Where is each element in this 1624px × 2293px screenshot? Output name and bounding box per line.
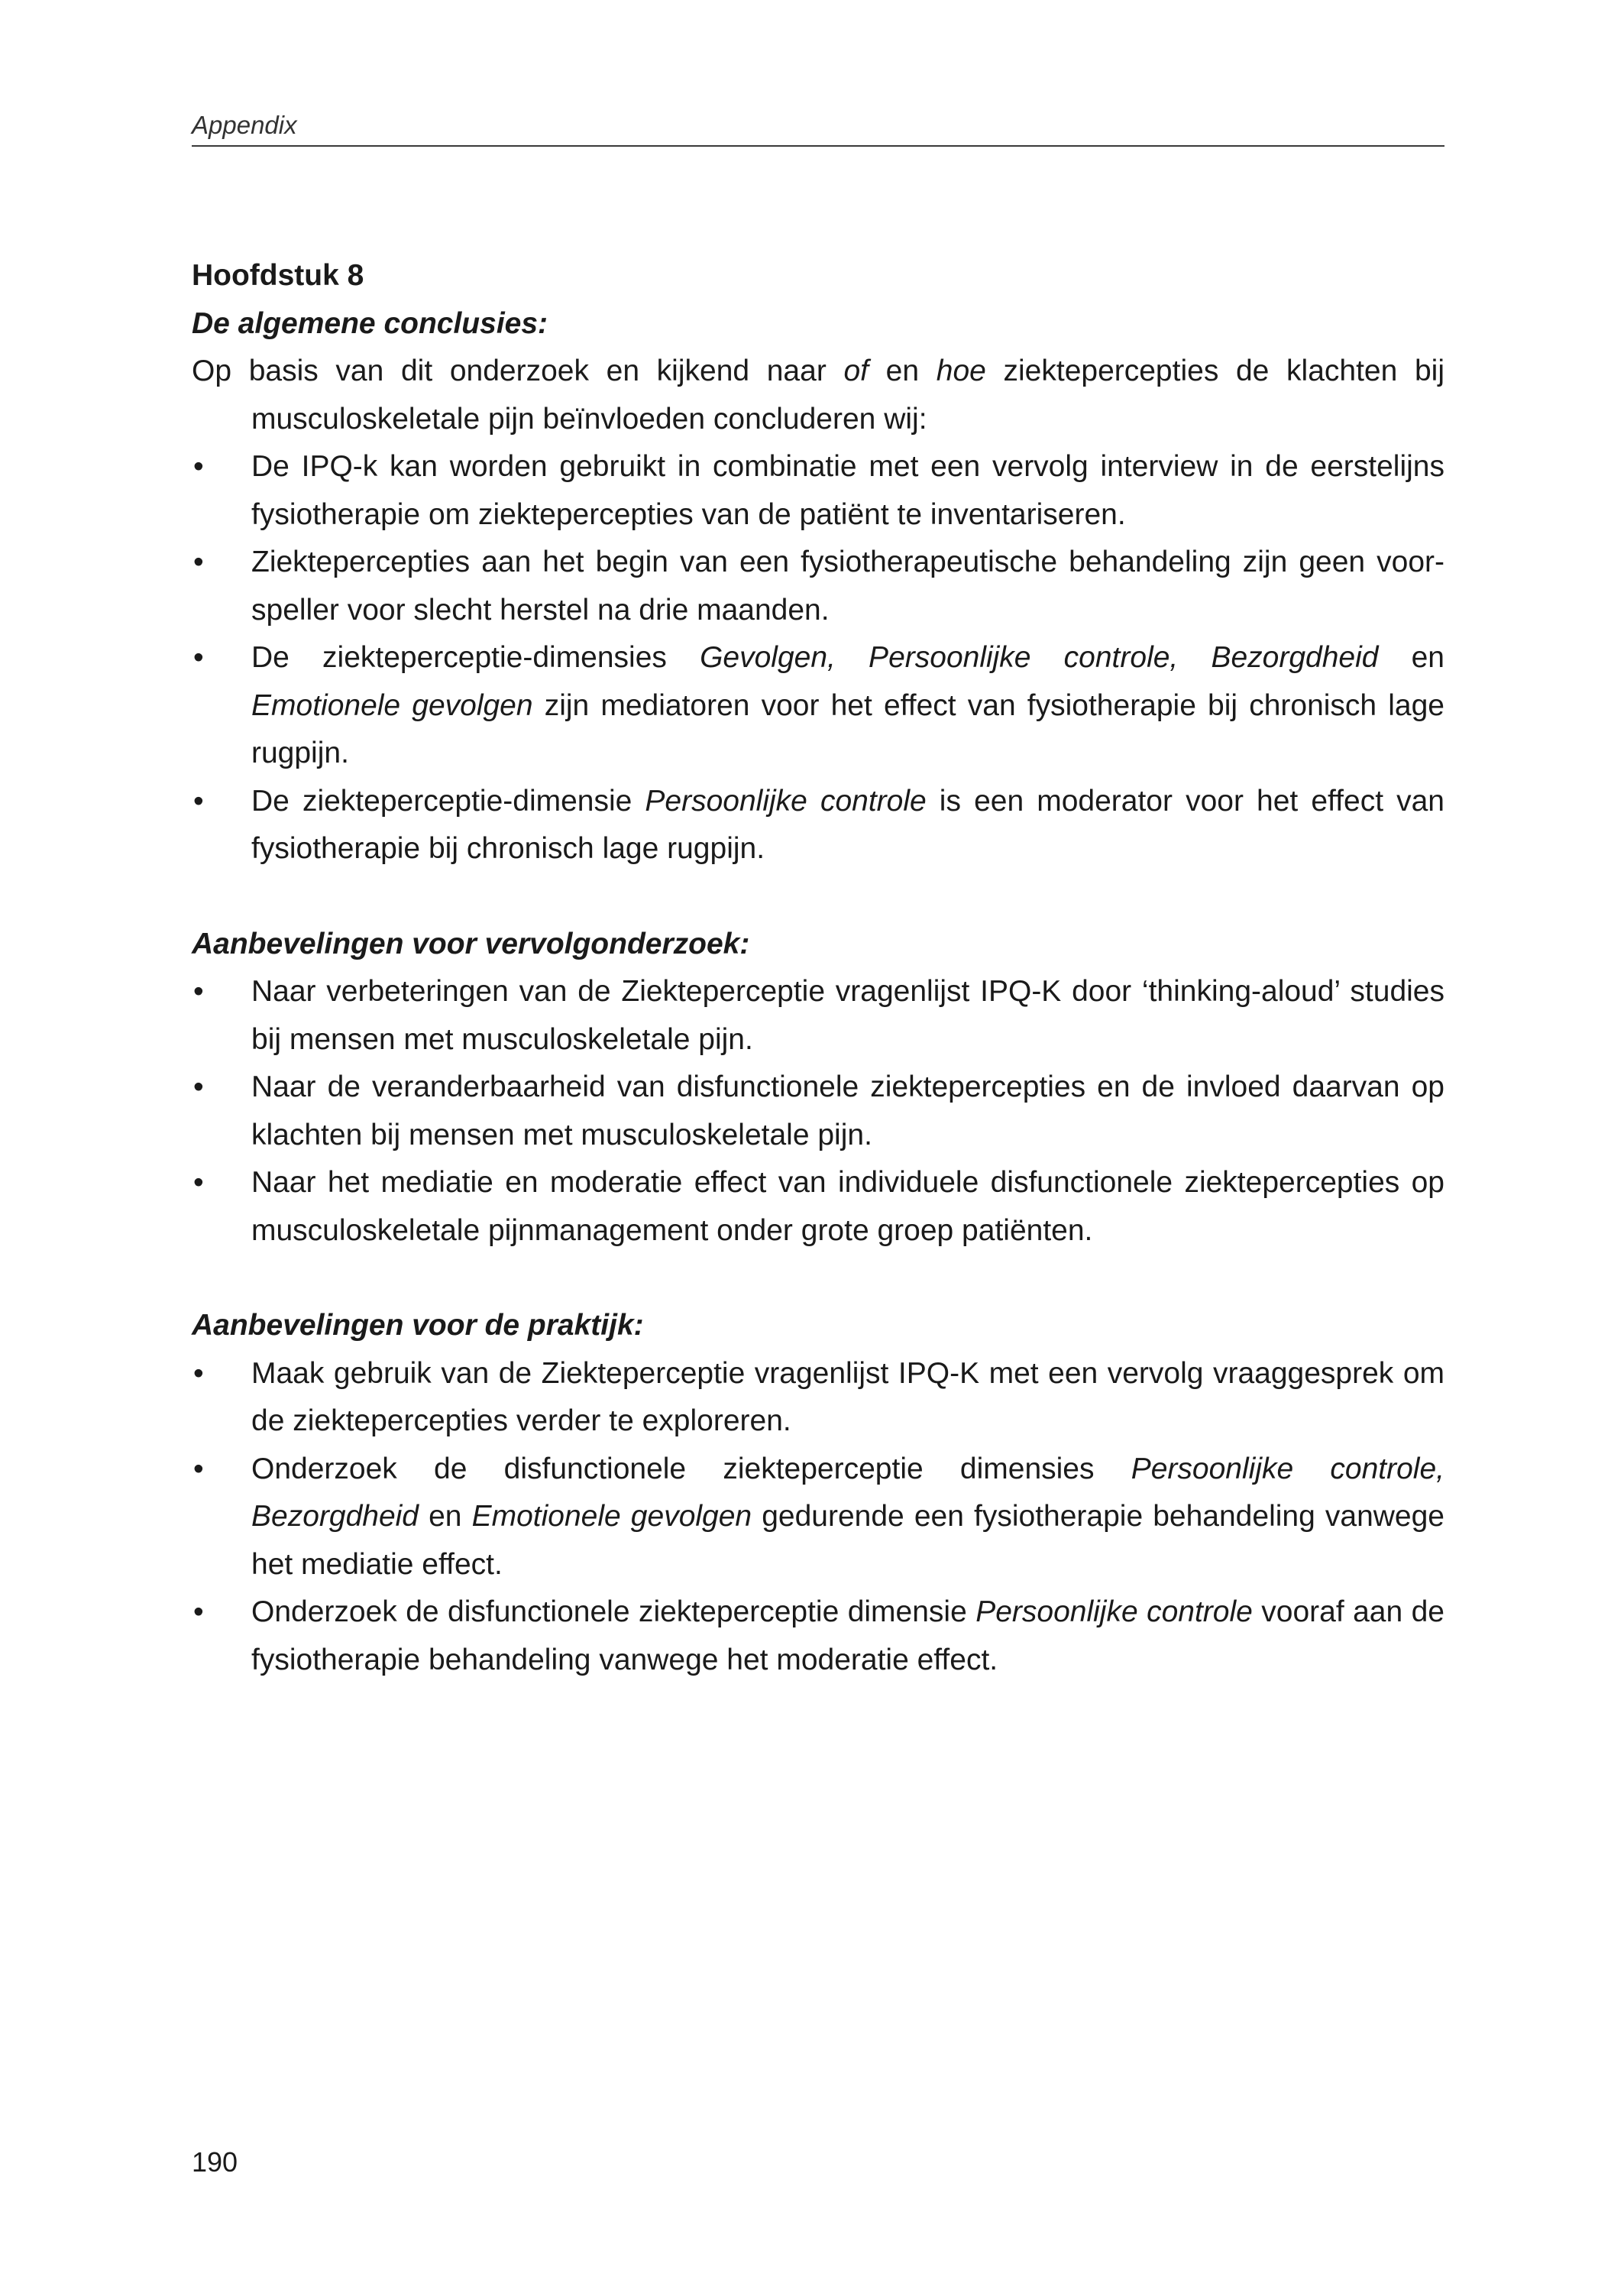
intro-emphasis-hoe: hoe xyxy=(936,355,986,387)
bullet-icon: • xyxy=(193,450,204,483)
list-item-text: De ziekteperceptie-dimensies xyxy=(251,641,700,674)
list-item-text: Onderzoek de disfunctionele ziekteperceptie dimensie xyxy=(251,1595,976,1628)
list-item-emphasis: Persoonlijke controle xyxy=(975,1595,1253,1628)
list-item-text: Onderzoek de disfunctionele ziekteperceptie dimensies xyxy=(251,1452,1131,1485)
list-item xyxy=(192,1446,1444,1589)
bullet-icon: • xyxy=(193,1166,204,1199)
list-item-text: Naar het mediatie en moderatie effect van individuele disfunctionele ziektepercepties op musculoskeletale pijnmanagement onder grote groep patiënten. xyxy=(251,1166,1444,1247)
conclusions-heading: De algemene conclusies: xyxy=(192,306,548,340)
running-header xyxy=(192,105,1444,147)
list-item-text: De ziekteperceptie-dimensie xyxy=(251,784,645,818)
list-item-text: en xyxy=(419,1500,472,1533)
bullet-icon: • xyxy=(193,1452,204,1485)
list-item-emphasis: Persoonlijke controle, Bezorgdheid xyxy=(251,1452,1444,1533)
list-item-text: gedurende een fysiotherapie behandeling vanwege het mediatie effect. xyxy=(251,1500,1444,1581)
running-header-title: Appendix xyxy=(192,111,297,139)
bullet-icon: • xyxy=(193,1070,204,1103)
list-item-text: Naar de veranderbaarheid van disfunctionele ziektepercepties en de invloed daarvan op klachten bij mensen met musculoskeletale pijn. xyxy=(251,1070,1444,1151)
list-item-text: is een moderator voor het effect van fysiotherapie bij chronisch lage rugpijn. xyxy=(251,784,1444,865)
list-item-emphasis: Persoonlijke controle xyxy=(645,784,927,818)
list-item-text: vooraf aan de fysiotherapie behandeling vanwege het moderatie effect. xyxy=(251,1595,1444,1676)
section-spacer xyxy=(192,1255,1444,1302)
research-recommendations-heading: Aanbevelingen voor vervolgonderzoek: xyxy=(192,927,750,960)
list-item-text: Maak gebruik van de Ziekteperceptie vragenlijst IPQ-K met een vervolg vraaggesprek om de ziektepercepties verder te exploreren. xyxy=(251,1356,1444,1437)
list-item-text: Ziektepercepties aan het begin van een fysiotherapeutische behandeling zijn geen voorspeller voor slecht herstel na drie maanden. xyxy=(251,546,1444,627)
conclusions-list xyxy=(192,443,1444,873)
bullet-icon: • xyxy=(193,1356,204,1390)
section-spacer xyxy=(192,873,1444,921)
bullet-icon: • xyxy=(193,975,204,1008)
list-item xyxy=(192,968,1444,1064)
list-item xyxy=(192,1589,1444,1684)
list-item-emphasis: Emotionele gevolgen xyxy=(471,1500,752,1533)
bullet-icon: • xyxy=(193,784,204,818)
list-item-text: Naar verbeteringen van de Ziekteperceptie vragenlijst IPQ-K door ‘thinking-aloud’ studies bij mensen met musculoskeletale pijn. xyxy=(251,975,1444,1056)
list-item xyxy=(192,443,1444,539)
page-content xyxy=(192,252,1444,1684)
intro-emphasis-of: of xyxy=(843,355,869,387)
practice-recommendations-heading: Aanbevelingen voor de praktijk: xyxy=(192,1309,644,1342)
list-item xyxy=(192,1159,1444,1255)
page-number: 190 xyxy=(192,2146,238,2178)
list-item xyxy=(192,1064,1444,1159)
bullet-icon: • xyxy=(193,641,204,674)
conclusions-intro xyxy=(192,348,1444,443)
bullet-icon: • xyxy=(193,1595,204,1628)
list-item xyxy=(192,1350,1444,1446)
chapter-title: Hoofdstuk 8 xyxy=(192,259,364,292)
list-item xyxy=(192,634,1444,778)
list-item-text: en xyxy=(1378,641,1444,674)
list-item-text: zijn mediatoren voor het effect van fysiotherapie bij chronisch lage rugpijn. xyxy=(251,688,1444,769)
research-recommendations-list xyxy=(192,968,1444,1255)
intro-text-2: en xyxy=(869,355,937,387)
list-item xyxy=(192,539,1444,634)
intro-text-1: Op basis van dit onderzoek en kijkend naar xyxy=(192,355,844,387)
practice-recommendations-list xyxy=(192,1350,1444,1685)
list-item-text: De IPQ-k kan worden gebruikt in combinatie met een vervolg interview in de eerstelijns fysiotherapie om ziektepercepties van de patiënt te inventariseren. xyxy=(251,450,1444,531)
bullet-icon: • xyxy=(193,546,204,578)
list-item-emphasis: Emotionele gevolgen xyxy=(251,688,533,722)
list-item xyxy=(192,778,1444,873)
intro-text-3: ziektepercepties de klachten bij musculoskeletale pijn beïnvloeden concluderen wij: xyxy=(251,355,1444,436)
list-item-emphasis: Gevolgen, Persoonlijke controle, Bezorgdheid xyxy=(700,641,1379,674)
